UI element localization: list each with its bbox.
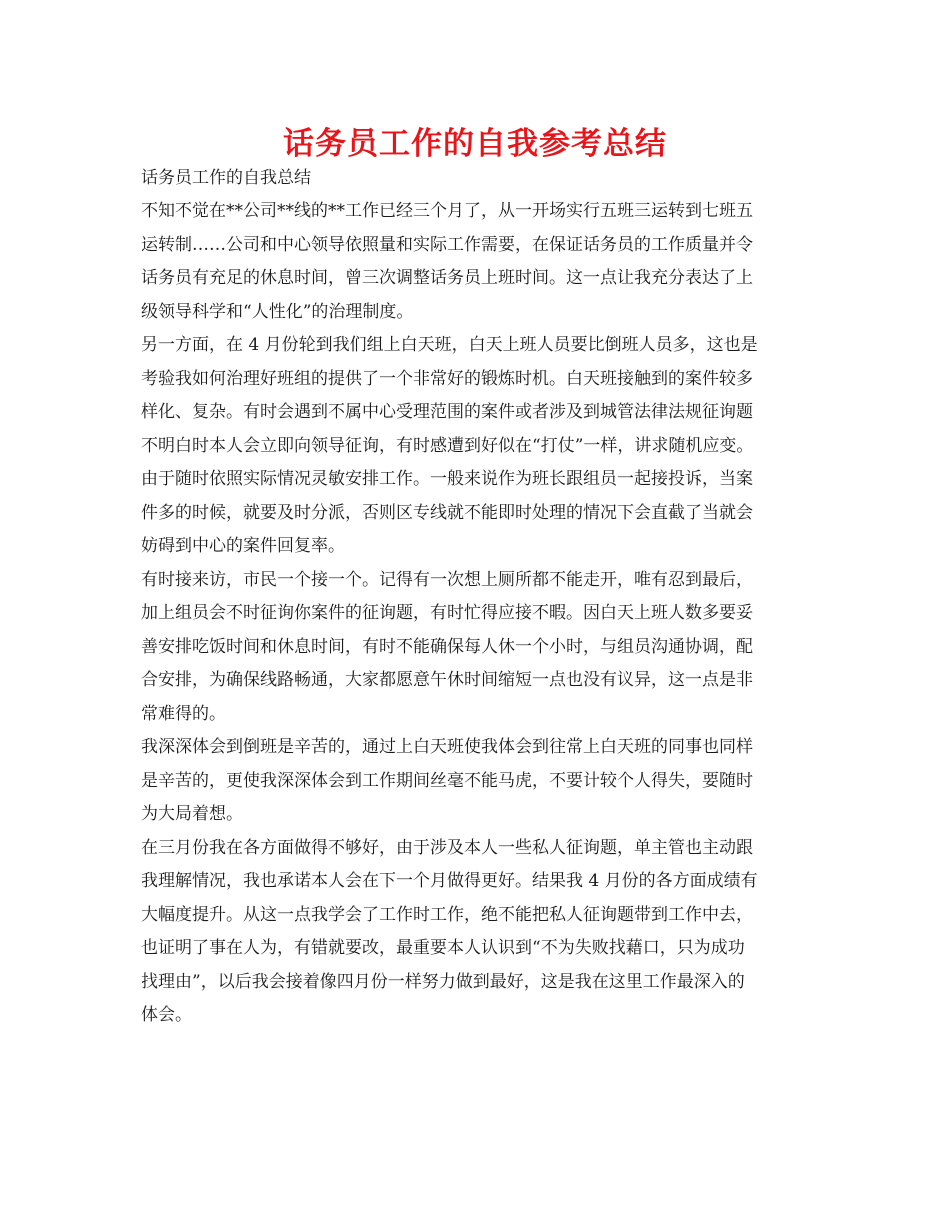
paragraph-line: 我理解情况，我也承诺本人会在下一个月做得更好。结果我 4 月份的各方面成绩有 xyxy=(141,871,758,891)
paragraph-line: 加上组员会不时征询你案件的征询题，有时忙得应接不暇。因白天上班人数多要妥 xyxy=(141,603,753,623)
paragraph-line: 合安排，为确保线路畅通，大家都愿意午休时间缩短一点也没有议异，这一点是非 xyxy=(141,670,753,690)
document-body xyxy=(141,162,821,1033)
paragraph-line: 我深深体会到倒班是辛苦的，通过上白天班使我体会到往常上白天班的同事也同样 xyxy=(141,737,753,757)
paragraph-line: 找理由”，以后我会接着像四月份一样努力做到最好，这是我在这里工作最深入的 xyxy=(141,971,745,992)
paragraph-line: 件多的时候，就要及时分派，否则区专线就不能即时处理的情况下会直截了当就会 xyxy=(141,502,753,523)
paragraph xyxy=(141,329,821,564)
paragraph-line: 大幅度提升。从这一点我学会了工作时工作，绝不能把私人征询题带到工作中去， xyxy=(141,904,753,925)
paragraph xyxy=(141,832,821,1033)
paragraph-line: 善安排吃饭时间和休息时间，有时不能确保每人休一个小时，与组员沟通协调，配 xyxy=(141,636,753,657)
paragraph-line: 样化、复杂。有时会遇到不属中心受理范围的案件或者涉及到城管法律法规征询题 xyxy=(141,402,753,422)
paragraph-line: 由于随时依照实际情况灵敏安排工作。一般来说作为班长跟组员一起接投诉，当案 xyxy=(141,469,753,489)
document-subtitle: 话务员工作的自我总结 xyxy=(141,168,311,188)
paragraph xyxy=(141,195,821,329)
paragraph-line: 也证明了事在人为，有错就要改，最重要本人认识到“不为失败找藉口，只为成功 xyxy=(141,938,745,958)
paragraph-line: 常难得的。 xyxy=(141,703,226,724)
paragraph xyxy=(141,731,821,832)
document-title: 话务员工作的自我参考总结 xyxy=(283,126,667,162)
paragraph-line: 考验我如何治理好班组的提供了一个非常好的锻炼时机。白天班接触到的案件较多 xyxy=(141,368,753,389)
paragraph-line: 话务员有充足的休息时间，曾三次调整话务员上班时间。这一点让我充分表达了上 xyxy=(141,268,753,288)
paragraph-line: 在三月份我在各方面做得不够好，由于涉及本人一些私人征询题，单主管也主动跟 xyxy=(141,837,753,858)
paragraph-line: 级领导科学和“人性化”的治理制度。 xyxy=(141,301,414,322)
paragraph-line: 有时接来访，市民一个接一个。记得有一次想上厕所都不能走开，唯有忍到最后， xyxy=(141,569,753,590)
paragraph-line: 为大局着想。 xyxy=(141,804,243,824)
paragraph-line: 运转制……公司和中心领导依照量和实际工作需要，在保证话务员的工作质量并令 xyxy=(141,234,753,255)
paragraph-line: 另一方面，在 4 月份轮到我们组上白天班，白天上班人员要比倒班人员多，这也是 xyxy=(141,335,758,355)
paragraph-line: 不明白时本人会立即向领导征询，有时感遭到好似在“打仗”一样，讲求随机应变。 xyxy=(141,435,754,456)
paragraph-line: 不知不觉在**公司**线的**工作已经三个月了，从一开场实行五班三运转到七班五 xyxy=(141,201,753,221)
paragraph-line: 妨碍到中心的案件回复率。 xyxy=(141,536,345,556)
paragraph-line: 体会。 xyxy=(141,1005,192,1025)
paragraph xyxy=(141,564,821,732)
paragraph-list xyxy=(141,195,821,1033)
paragraph-line: 是辛苦的，更使我深深体会到工作期间丝毫不能马虎，不要计较个人得失，要随时 xyxy=(141,770,753,791)
